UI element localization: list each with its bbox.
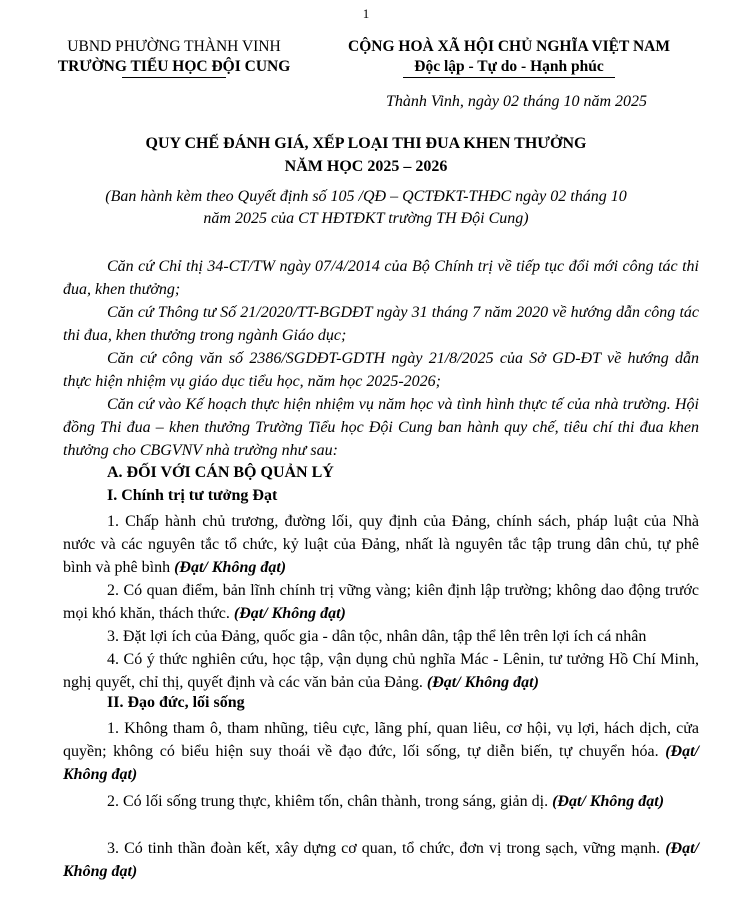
national-motto: Độc lập - Tự do - Hạnh phúc xyxy=(414,58,604,75)
preamble-item: Căn cứ công văn số 2386/SGDĐT-GDTH ngày 21/8/2025 của Sở GD-ĐT về hướng dẫn thực hiện nhiệm vụ giáo dục tiểu học, năm học 2025-2026; xyxy=(63,350,699,390)
criterion-item: 2. Có quan điểm, bản lĩnh chính trị vững vàng; kiên định lập trường; không dao động trước mọi khó khăn, thách thức. (Đạt/ Không đạt) xyxy=(63,582,699,622)
section-2-heading: II. Đạo đức, lối sống xyxy=(107,694,245,711)
issuer-school: TRƯỜNG TIỂU HỌC ĐỘI CUNG xyxy=(57,58,291,75)
preamble-item: Căn cứ Thông tư Số 21/2020/TT-BGDĐT ngày 31 tháng 7 năm 2020 về hướng dẫn công tác thi đua, khen thưởng trong ngành Giáo dục; xyxy=(63,304,699,344)
document-title: QUY CHẾ ĐÁNH GIÁ, XẾP LOẠI THI ĐUA KHEN THƯỞNG xyxy=(145,135,587,152)
issuer-authority: UBND PHƯỜNG THÀNH VINH xyxy=(67,38,281,55)
motto-underline xyxy=(403,77,615,78)
issuer-underline xyxy=(122,77,226,78)
preamble-item: Căn cứ Chỉ thị 34-CT/TW ngày 07/4/2014 của Bộ Chính trị về tiếp tục đổi mới công tác thi đua, khen thưởng; xyxy=(63,258,699,298)
document-subtitle-cont: năm 2025 của CT HĐTĐKT trường TH Đội Cung) xyxy=(203,210,529,227)
document-title-year: NĂM HỌC 2025 – 2026 xyxy=(284,158,448,175)
section-a-heading: A. ĐỐI VỚI CÁN BỘ QUẢN LÝ xyxy=(107,464,334,481)
criterion-item: 2. Có lối sống trung thực, khiêm tốn, chân thành, trong sáng, giản dị. (Đạt/ Không đạt) xyxy=(107,793,665,810)
criterion-item: 4. Có ý thức nghiên cứu, học tập, vận dụng chủ nghĩa Mác - Lênin, tư tưởng Hồ Chí Minh, nghị quyết, chỉ thị, quyết định và các văn bản của Đảng. (Đạt/ Không đạt) xyxy=(63,651,699,691)
section-1-heading: I. Chính trị tư tưởng Đạt xyxy=(107,487,278,504)
preamble-item: Căn cứ vào Kế hoạch thực hiện nhiệm vụ năm học và tình hình thực tế của nhà trường. Hội đồng Thi đua – khen thưởng Trường Tiểu học Đội Cung ban hành quy chế, tiêu chí thi đua khen thưởng cho CBGVNV nhà trường như sau: xyxy=(63,396,699,459)
criterion-item: 1. Chấp hành chủ trương, đường lối, quy định của Đảng, chính sách, pháp luật của Nhà nước và các nguyên tắc tổ chức, kỷ luật của Đảng, nhất là nguyên tắc tập trung dân chủ, tự phê bình và phê bình (Đạt/ Không đạt) xyxy=(63,513,699,576)
criterion-item: 3. Đặt lợi ích của Đảng, quốc gia - dân tộc, nhân dân, tập thể lên trên lợi ích cá nhân xyxy=(107,628,647,645)
criterion-item: 1. Không tham ô, tham nhũng, tiêu cực, lãng phí, quan liêu, cơ hội, vụ lợi, hách dịch, cửa quyền; không có biểu hiện suy thoái về đạo đức, lối sống, tự diễn biến, tự chuyển hóa. (Đạt/ Không đạt) xyxy=(63,720,699,783)
national-name: CỘNG HOÀ XÃ HỘI CHỦ NGHĨA VIỆT NAM xyxy=(348,38,670,55)
criterion-item: 3. Có tinh thần đoàn kết, xây dựng cơ quan, tổ chức, đơn vị trong sạch, vững mạnh. (Đạt/ Không đạt) xyxy=(63,840,699,880)
date-line: Thành Vinh, ngày 02 tháng 10 năm 2025 xyxy=(386,93,648,110)
issuer-block xyxy=(50,37,298,77)
document-subtitle: (Ban hành kèm theo Quyết định số 105 /QĐ – QCTĐKT-THĐC ngày 02 tháng 10 xyxy=(105,188,627,205)
national-motto-block xyxy=(336,37,682,77)
page-number: 1 xyxy=(362,6,370,21)
